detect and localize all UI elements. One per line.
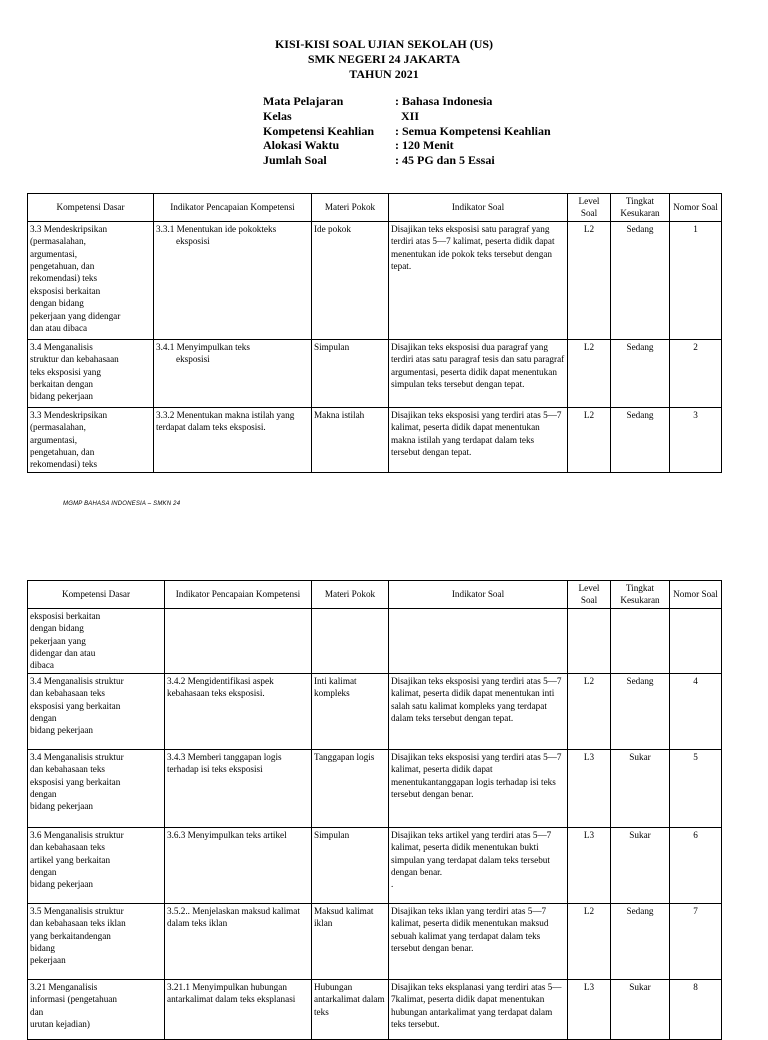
cell-indikator: Disajikan teks eksposisi yang terdiri atas 5—7 kalimat, peserta didik dapat menentukan makna istilah yang terdapat dalam teks tersebut dengan tepat.: [389, 407, 568, 472]
meta-key: Jumlah Soal: [263, 153, 327, 168]
cell-materi: Simpulan: [312, 339, 389, 407]
col-header-ipk: Indikator Pencapaian Kompetensi: [165, 581, 312, 609]
table-row: [28, 339, 722, 407]
cell-materi: Simpulan: [312, 827, 389, 903]
cell-ipk-cont: eksposisi: [176, 354, 210, 365]
cell-ipk-text: 3.4.1 Menyimpulkan teks: [156, 341, 250, 352]
table-header-row: [28, 194, 722, 222]
cell-kd: 3.5 Menganalisis struktur dan kebahasaan teks iklan yang berkaitandengan bidang pekerjaan: [28, 903, 165, 979]
cell-materi: Makna istilah: [312, 407, 389, 472]
table-row: [28, 979, 722, 1039]
cell-indikator: [389, 608, 568, 673]
meta-row-subject: [263, 94, 551, 109]
cell-indikator: Disajikan teks eksposisi yang terdiri atas 5—7 kalimat, peserta didik dapat menentukantanggapan logis terhadap isi teks tersebut dengan benar.: [389, 749, 568, 827]
cell-ipk: [154, 221, 312, 339]
cell-materi: Maksud kalimat iklan: [312, 903, 389, 979]
cell-ipk-text: 3.3.1 Menentukan ide pokokteks: [156, 223, 277, 234]
col-header-tingkat: Tingkat Kesukaran: [611, 194, 670, 222]
cell-tingkat: Sedang: [611, 903, 670, 979]
table-row: [28, 903, 722, 979]
col-header-materi: Materi Pokok: [312, 581, 389, 609]
cell-indikator: Disajikan teks eksplanasi yang terdiri atas 5—7kalimat, peserta didik dapat menentukan hubungan antarkalimat yang terdapat dalam teks tersebut.: [389, 979, 568, 1039]
col-header-kd: Kompetensi Dasar: [28, 194, 154, 222]
cell-level: L2: [568, 339, 611, 407]
meta-key: Kompetensi Keahlian: [263, 123, 375, 138]
cell-ipk: 3.4.3 Memberi tanggapan logis terhadap isi teks eksposisi: [165, 749, 312, 827]
cell-nomor: 5: [670, 749, 722, 827]
cell-nomor: 4: [670, 673, 722, 749]
cell-tingkat: [611, 608, 670, 673]
col-header-tingkat: Tingkat Kesukaran: [611, 581, 670, 609]
cell-nomor: 7: [670, 903, 722, 979]
cell-materi: Inti kalimat kompleks: [312, 673, 389, 749]
col-header-indikator: Indikator Soal: [389, 581, 568, 609]
cell-kd: eksposisi berkaitan dengan bidang pekerjaan yang didengar dan atau dibaca: [28, 608, 165, 673]
cell-materi: Ide pokok: [312, 221, 389, 339]
grid-table-page-2: [27, 580, 722, 1040]
cell-indikator: Disajikan teks eksposisi yang terdiri atas 5—7 kalimat, peserta didik dapat menentukan inti salah satu kalimat kompleks yang terdapat dalam teks tersebut dengan tepat.: [389, 673, 568, 749]
meta-row-questions: [263, 153, 551, 168]
cell-ipk: 3.6.3 Menyimpulkan teks artikel: [165, 827, 312, 903]
cell-kd: 3.3 Mendeskripsikan (permasalahan, argumentasi, pengetahuan, dan rekomendasi) teks: [28, 407, 154, 472]
meta-value: : 45 PG dan 5 Essai: [395, 153, 495, 168]
header-year: TAHUN 2021: [349, 67, 419, 81]
cell-level: L3: [568, 979, 611, 1039]
cell-ipk: 3.3.2 Menentukan makna istilah yang terdapat dalam teks eksposisi.: [154, 407, 312, 472]
cell-kd: 3.3 Mendeskripsikan (permasalahan, argumentasi, pengetahuan, dan rekomendasi) teks eksposisi berkaitan dengan bidang pekerjaan yang didengar dan atau dibaca: [28, 221, 154, 339]
header-school: SMK NEGERI 24 JAKARTA: [307, 52, 461, 66]
cell-level: L2: [568, 221, 611, 339]
meta-row-time: [263, 138, 551, 153]
table-row: [28, 608, 722, 673]
cell-tingkat: Sedang: [611, 407, 670, 472]
header-title: KISI-KISI SOAL UJIAN SEKOLAH (US): [274, 37, 494, 51]
cell-kd: 3.6 Menganalisis struktur dan kebahasaan teks artikel yang berkaitan dengan bidang pekerjaan: [28, 827, 165, 903]
cell-materi: Hubungan antarkalimat dalam teks: [312, 979, 389, 1039]
cell-level: [568, 608, 611, 673]
cell-indikator: Disajikan teks artikel yang terdiri atas 5—7 kalimat, peserta didik menentukan bukti simpulan yang terdapat dalam teks tersebut dengan benar. .: [389, 827, 568, 903]
cell-nomor: [670, 608, 722, 673]
cell-kd: 3.4 Menganalisis struktur dan kebahasaan teks eksposisi yang berkaitan dengan bidang pekerjaan: [28, 749, 165, 827]
cell-ipk-cont: eksposisi: [176, 236, 210, 247]
cell-kd: 3.21 Menganalisis informasi (pengetahuan dan urutan kejadian): [28, 979, 165, 1039]
page-footer: MGMP BAHASA INDONESIA – SMKN 24: [63, 501, 181, 507]
cell-level: L3: [568, 827, 611, 903]
col-header-indikator: Indikator Soal: [389, 194, 568, 222]
cell-materi: Tanggapan logis: [312, 749, 389, 827]
cell-level: L2: [568, 673, 611, 749]
cell-level: L3: [568, 749, 611, 827]
cell-kd: 3.4 Menganalisis struktur dan kebahasaan teks eksposisi yang berkaitan dengan bidang pekerjaan: [28, 339, 154, 407]
cell-nomor: 8: [670, 979, 722, 1039]
meta-value: : 120 Menit: [395, 138, 454, 153]
cell-ipk: 3.21.1 Menyimpulkan hubungan antarkalimat dalam teks eksplanasi: [165, 979, 312, 1039]
cell-ipk: 3.4.2 Mengidentifikasi aspek kebahasaan teks eksposisi.: [165, 673, 312, 749]
cell-level: L2: [568, 407, 611, 472]
cell-indikator: Disajikan teks iklan yang terdiri atas 5—7 kalimat, peserta didik menentukan maksud sebuah kalimat yang terdapat dalam teks tersebut dengan benar.: [389, 903, 568, 979]
cell-nomor: 2: [670, 339, 722, 407]
cell-tingkat: Sedang: [611, 339, 670, 407]
cell-tingkat: Sukar: [611, 749, 670, 827]
table-row: [28, 749, 722, 827]
document-header: [0, 37, 768, 82]
cell-nomor: 6: [670, 827, 722, 903]
col-header-ipk: Indikator Pencapaian Kompetensi: [154, 194, 312, 222]
meta-key: Alokasi Waktu: [263, 138, 340, 153]
meta-info: [263, 94, 551, 168]
col-header-kd: Kompetensi Dasar: [28, 581, 165, 609]
cell-tingkat: Sukar: [611, 827, 670, 903]
table-row: [28, 673, 722, 749]
meta-key: Kelas: [263, 108, 292, 123]
meta-value: : Semua Kompetensi Keahlian: [395, 123, 551, 138]
meta-key: Mata Pelajaran: [263, 94, 344, 108]
cell-tingkat: Sedang: [611, 673, 670, 749]
cell-level: L2: [568, 903, 611, 979]
cell-nomor: 3: [670, 407, 722, 472]
cell-materi: [312, 608, 389, 673]
cell-indikator: Disajikan teks eksposisi satu paragraf yang terdiri atas 5—7 kalimat, peserta didik dapat menentukan ide pokok teks tersebut dengan tepat.: [389, 221, 568, 339]
cell-ipk: [154, 339, 312, 407]
cell-nomor: 1: [670, 221, 722, 339]
table-row: [28, 827, 722, 903]
grid-table-page-1: [27, 193, 722, 473]
table-row: [28, 221, 722, 339]
col-header-materi: Materi Pokok: [312, 194, 389, 222]
table-header-row: [28, 581, 722, 609]
col-header-nomor: Nomor Soal: [670, 194, 722, 222]
col-header-nomor: Nomor Soal: [670, 581, 722, 609]
cell-kd: 3.4 Menganalisis struktur dan kebahasaan teks eksposisi yang berkaitan dengan bidang pekerjaan: [28, 673, 165, 749]
meta-row-competency: [263, 124, 551, 139]
meta-value: : Bahasa Indonesia: [395, 94, 493, 108]
table-row: [28, 407, 722, 472]
cell-tingkat: Sedang: [611, 221, 670, 339]
meta-row-class: [263, 109, 551, 124]
meta-value: XII: [395, 108, 420, 123]
cell-ipk: 3.5.2.. Menjelaskan maksud kalimat dalam teks iklan: [165, 903, 312, 979]
col-header-level: Level Soal: [568, 194, 611, 222]
cell-ipk: [165, 608, 312, 673]
col-header-level: Level Soal: [568, 581, 611, 609]
cell-indikator: Disajikan teks eksposisi dua paragraf yang terdiri atas satu paragraf tesis dan satu paragraf argumentasi, peserta didik dapat menentukan simpulan teks tersebut dengan tepat.: [389, 339, 568, 407]
cell-tingkat: Sukar: [611, 979, 670, 1039]
